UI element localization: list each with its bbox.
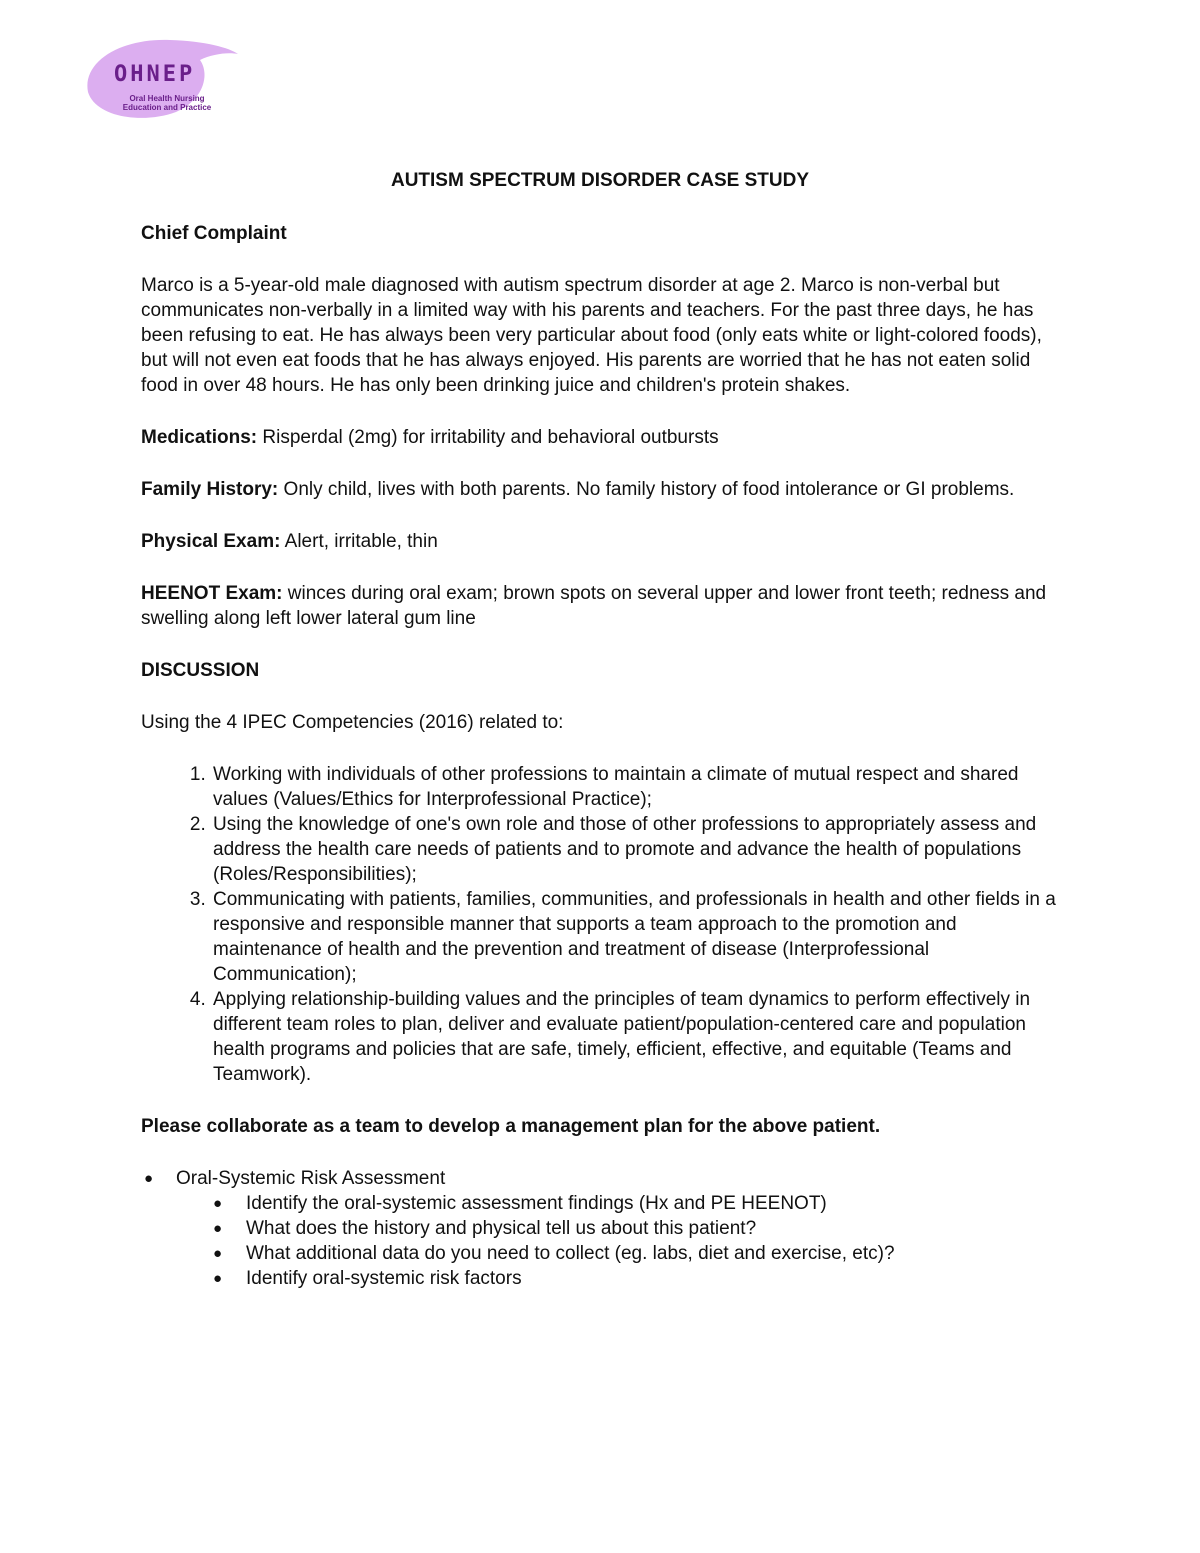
assessment-subitem [213, 1216, 1061, 1241]
medications-label: Medications: [141, 427, 258, 448]
competency-item: 4. Applying relationship-building values and the principles of team dynamics to perform effectively in different team roles to plan, deliver and evaluate patient/population-centered care and population health programs and policies that are safe, timely, efficient, effective, and equitable (Teams and Teamwork). [211, 987, 1061, 1087]
assessment-list-item [144, 1166, 1061, 1291]
assessment-subitem [213, 1191, 1061, 1216]
heenot-exam-label: HEENOT Exam: [141, 583, 283, 604]
family-history-text: Only child, lives with both parents. No family history of food intolerance or GI problems. [278, 479, 1015, 500]
assessment-subitem-text: What does the history and physical tell us about this patient? [246, 1218, 757, 1239]
physical-exam-text: Alert, irritable, thin [280, 531, 438, 552]
logo-acronym: OHNEP [114, 62, 196, 87]
competency-item: 3. Communicating with patients, families, communities, and professionals in health and other fields in a responsive and responsible manner that supports a team approach to the promotion and maintenance of health and the prevention and treatment of disease (Interprofessional Communication); [211, 887, 1061, 987]
assessment-subitem-text: Identify the oral-systemic assessment findings (Hx and PE HEENOT) [246, 1193, 827, 1214]
physical-exam-section [141, 529, 1061, 554]
discussion-intro: Using the 4 IPEC Competencies (2016) related to: [141, 712, 564, 733]
chief-complaint-heading: Chief Complaint [141, 223, 287, 244]
family-history-section [141, 477, 1061, 502]
assessment-subitem [213, 1266, 1061, 1291]
heenot-exam-text: winces during oral exam; brown spots on several upper and lower front teeth; redness and swelling along left lower lateral gum line [141, 583, 1047, 629]
competency-item: 1. Working with individuals of other professions to maintain a climate of mutual respect and shared values (Values/Ethics for Interprofessional Practice); [211, 762, 1061, 812]
medications-section [141, 425, 1061, 450]
competency-list [141, 762, 1061, 1087]
physical-exam-label: Physical Exam: [141, 531, 281, 552]
bullet-icon: ● [144, 1170, 154, 1187]
discussion-heading: DISCUSSION [141, 660, 260, 681]
page-title: AUTISM SPECTRUM DISORDER CASE STUDY [390, 170, 810, 191]
competency-item: 2. Using the knowledge of one's own role and those of other professions to appropriately assess and address the health care needs of patients and to promote and advance the health of populations (Roles/Responsibilities); [211, 812, 1061, 887]
assessment-subitem-text: What additional data do you need to collect (eg. labs, diet and exercise, etc)? [246, 1243, 895, 1264]
family-history-label: Family History: [141, 479, 279, 500]
assessment-sublist [176, 1191, 1061, 1291]
chief-complaint-text: Marco is a 5-year-old male diagnosed with autism spectrum disorder at age 2. Marco is non-verbal but communicates non-verbally in a limited way with his parents and teachers. For the past three days, he has been refusing to eat. He has always been very particular about food (only eats white or light-colored foods), but will not even eat foods that he has always enjoyed. His parents are worried that he has not eaten solid food in over 48 hours. He has only been drinking juice and children's protein shakes. [141, 275, 1042, 396]
case-study-body [141, 221, 1061, 1291]
medications-text: Risperdal (2mg) for irritability and behavioral outbursts [257, 427, 719, 448]
bullet-icon: ● [213, 1220, 223, 1237]
bullet-icon: ● [213, 1245, 223, 1262]
logo-tagline: Oral Health Nursing Education and Practice [122, 94, 212, 112]
heenot-exam-section [141, 581, 1061, 631]
assessment-subitem [213, 1241, 1061, 1266]
ohnep-logo [80, 34, 242, 118]
bullet-icon: ● [213, 1195, 223, 1212]
collaboration-instruction: Please collaborate as a team to develop a management plan for the above patient. [141, 1116, 881, 1137]
bullet-icon: ● [213, 1270, 223, 1287]
assessment-title: Oral-Systemic Risk Assessment [176, 1168, 446, 1189]
assessment-list [141, 1166, 1061, 1291]
assessment-subitem-text: Identify oral-systemic risk factors [246, 1268, 522, 1289]
